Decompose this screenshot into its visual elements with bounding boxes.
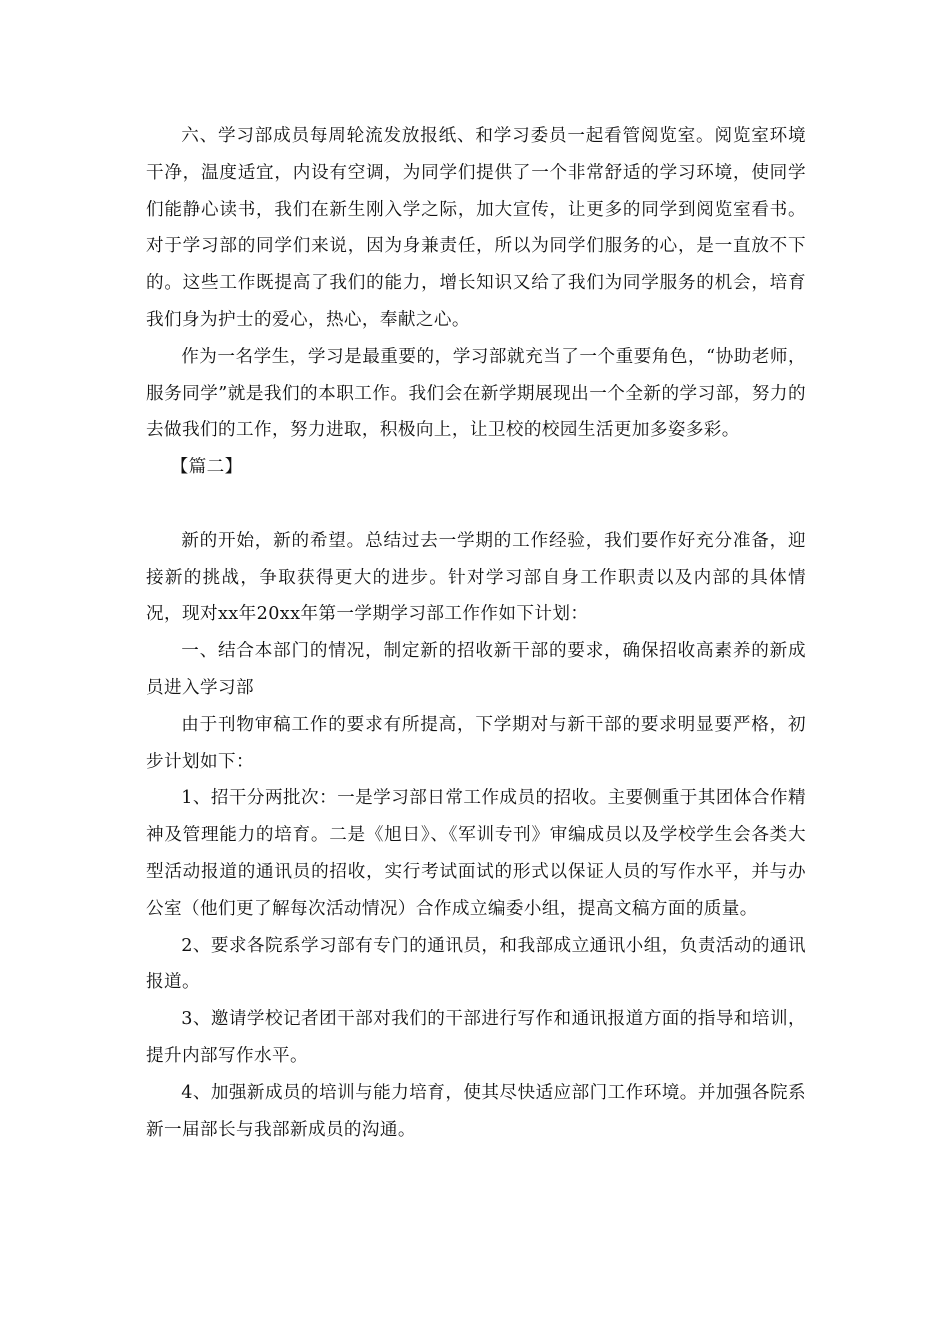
document-body xyxy=(146,118,806,1148)
paragraph-requirements: 由于刊物审稿工作的要求有所提高，下学期对与新干部的要求明显要严格，初步计划如下： xyxy=(146,714,806,772)
section-heading: 【篇二】 xyxy=(170,457,243,478)
paragraph-plan-2: 2、要求各院系学习部有专门的通讯员，和我部成立通讯小组，负责活动的通讯报道。 xyxy=(146,935,806,993)
paragraph-student-role: 作为一名学生，学习是最重要的，学习部就充当了一个重要角色，“协助老师，服务同学”就是我们的本职工作。我们会在新学期展现出一个全新的学习部，努力的去做我们的工作，努力进取，积极向上，让卫校的校园生活更加多姿多彩。 xyxy=(146,346,806,441)
paragraph-item-one: 一、结合本部门的情况，制定新的招收新干部的要求，确保招收高素养的新成员进入学习部 xyxy=(146,641,806,698)
paragraph-plan-4: 4、加强新成员的培训与能力培育，使其尽快适应部门工作环境。并加强各院系新一届部长与我部新成员的沟通。 xyxy=(146,1082,806,1140)
paragraph-plan-3: 3、邀请学校记者团干部对我们的干部进行写作和通讯报道方面的指导和培训，提升内部写作水平。 xyxy=(146,1009,806,1066)
paragraph-new-start: 新的开始，新的希望。总结过去一学期的工作经验，我们要作好充分准备，迎接新的挑战，争取获得更大的进步。针对学习部自身工作职责以及内部的具体情况，现对xx年20xx年第一学期学习部工作作如下计划： xyxy=(146,530,806,625)
paragraph-item-six: 六、学习部成员每周轮流发放报纸、和学习委员一起看管阅览室。阅览室环境干净，温度适宜，内设有空调，为同学们提供了一个非常舒适的学习环境，使同学们能静心读书，我们在新生刚入学之际，加大宣传，让更多的同学到阅览室看书。对于学习部的同学们来说，因为身兼责任，所以为同学们服务的心，是一直放不下的。这些工作既提高了我们的能力，增长知识又给了我们为同学服务的机会，培育我们身为护士的爱心，热心，奉献之心。 xyxy=(146,126,806,330)
blank-line xyxy=(146,486,806,523)
paragraph-plan-1: 1、招干分两批次：一是学习部日常工作成员的招收。主要侧重于其团体合作精神及管理能力的培育。二是《旭日》、《军训专刊》审编成员以及学校学生会各类大型活动报道的通讯员的招收，实行考试面试的形式以保证人员的写作水平，并与办公室（他们更了解每次活动情况）合作成立编委小组，提高文稿方面的质量。 xyxy=(146,788,806,919)
